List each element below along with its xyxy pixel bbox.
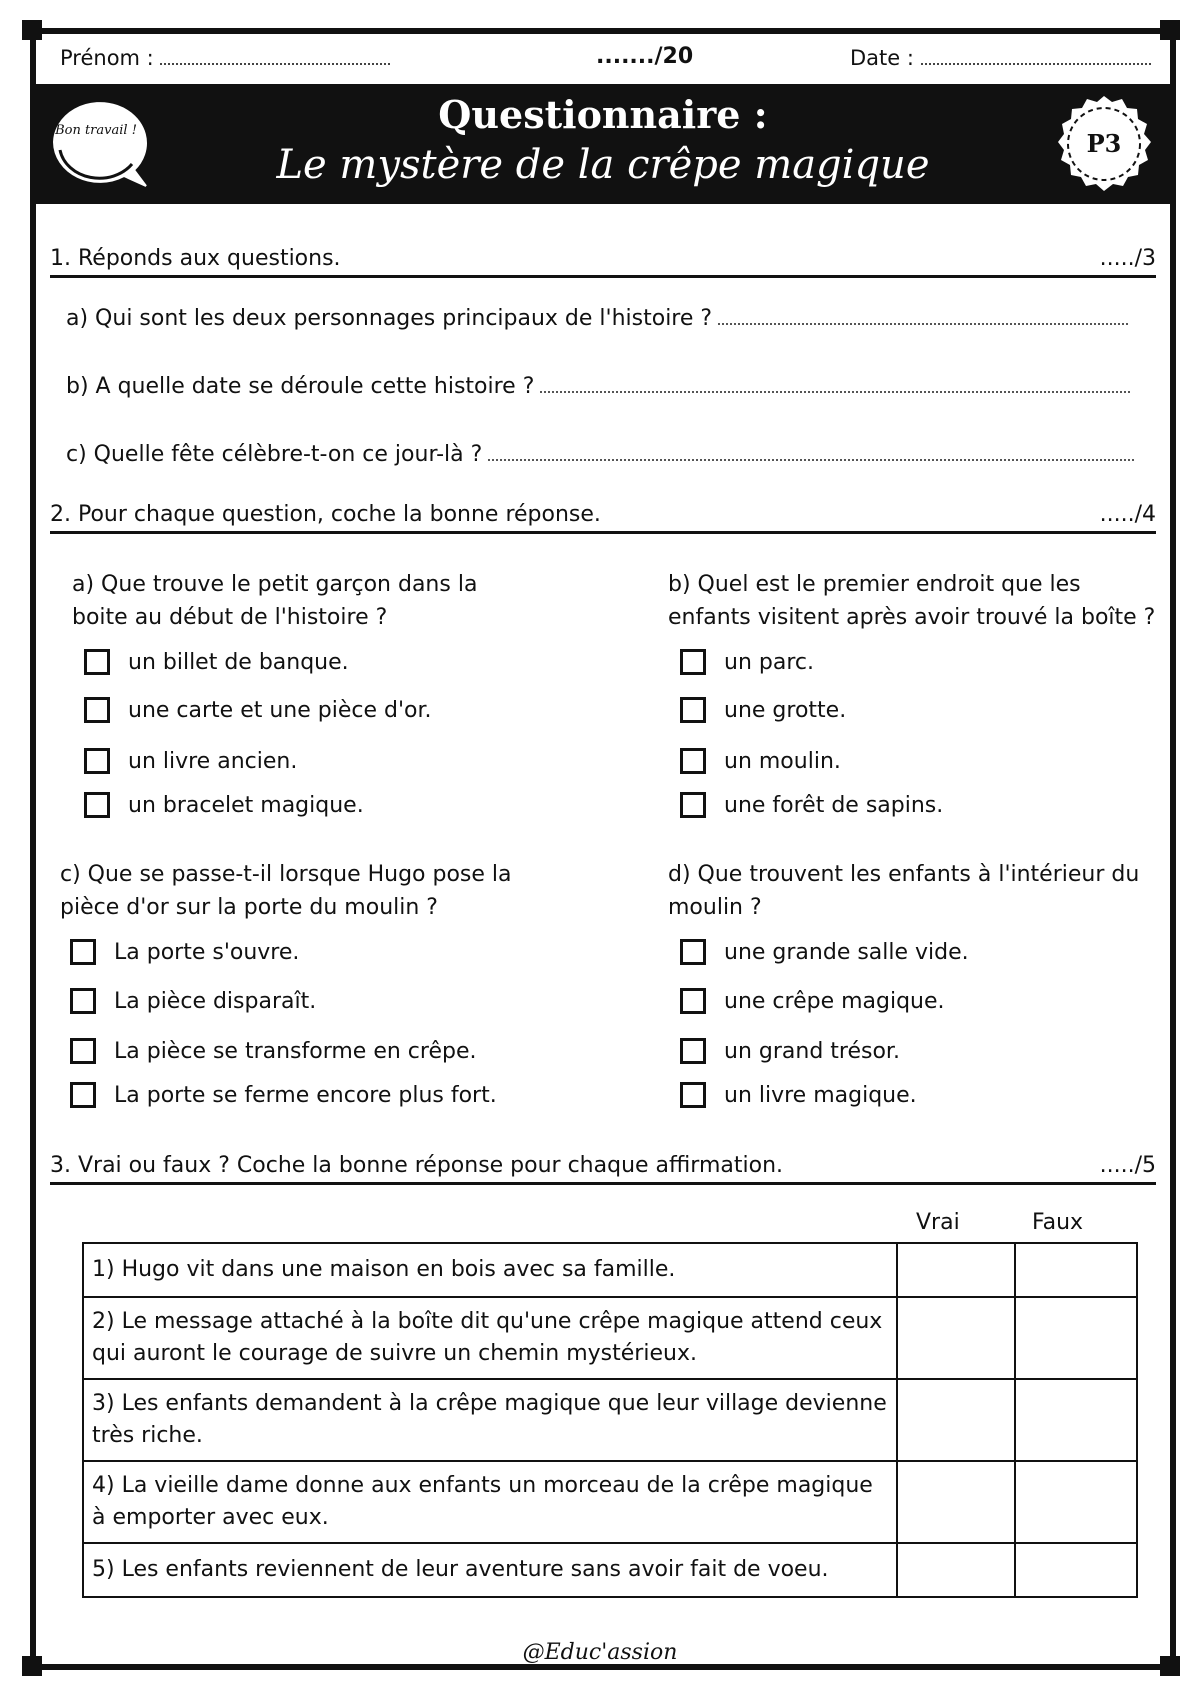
mcq-2a-option[interactable] <box>84 647 349 677</box>
section-2-title <box>50 502 1156 534</box>
column-header-false: Faux <box>1032 1210 1084 1235</box>
prenom-line <box>160 57 390 65</box>
checkbox[interactable] <box>680 939 706 965</box>
option-label: une crêpe magique. <box>724 988 945 1014</box>
section-2-points: ...../4 <box>1099 502 1156 527</box>
table-row <box>83 1243 1137 1297</box>
mcq-2d-option[interactable] <box>680 1036 900 1066</box>
question-text: b) A quelle date se déroule cette histoire ? <box>66 374 535 399</box>
option-label: une carte et une pièce d'or. <box>128 697 432 723</box>
checkbox[interactable] <box>84 748 110 774</box>
true-cell[interactable] <box>897 1543 1015 1597</box>
total-score: ......./20 <box>596 44 694 69</box>
table-row <box>83 1543 1137 1597</box>
mcq-2d-question: d) Que trouvent les enfants à l'intérieur du moulin ? <box>668 862 1140 920</box>
checkbox[interactable] <box>70 1038 96 1064</box>
option-label: un moulin. <box>724 748 841 774</box>
checkbox[interactable] <box>84 649 110 675</box>
question-1a <box>66 306 1128 331</box>
mcq-2d-option[interactable] <box>680 937 969 967</box>
false-cell[interactable] <box>1015 1379 1137 1461</box>
mcq-2c-question: c) Que se passe-t-il lorsque Hugo pose la pièce d'or sur la porte du moulin ? <box>60 862 512 920</box>
checkbox[interactable] <box>680 697 706 723</box>
checkbox[interactable] <box>680 1038 706 1064</box>
mcq-2b-option[interactable] <box>680 746 841 776</box>
section-1-title <box>50 246 1156 278</box>
false-cell[interactable] <box>1015 1543 1137 1597</box>
section-3-title <box>50 1153 1156 1185</box>
mcq-2b-option[interactable] <box>680 647 814 677</box>
date-line <box>921 57 1151 65</box>
date-label: Date : <box>850 46 914 70</box>
false-cell[interactable] <box>1015 1243 1137 1297</box>
column-header-true: Vrai <box>916 1210 960 1235</box>
option-label: une grotte. <box>724 697 847 723</box>
checkbox[interactable] <box>84 792 110 818</box>
footer-credit: @Educ'assion <box>522 1640 678 1665</box>
answer-line[interactable] <box>488 453 1134 461</box>
statement-cell: 1) Hugo vit dans une maison en bois avec sa famille. <box>83 1243 897 1297</box>
checkbox[interactable] <box>70 939 96 965</box>
checkbox[interactable] <box>84 697 110 723</box>
mcq-2b-option[interactable] <box>680 790 943 820</box>
checkbox[interactable] <box>70 988 96 1014</box>
section-1-label: 1. Réponds aux questions. <box>50 246 341 271</box>
section-3-label: 3. Vrai ou faux ? Coche la bonne réponse pour chaque affirmation. <box>50 1153 784 1178</box>
true-cell[interactable] <box>897 1379 1015 1461</box>
option-label: La pièce disparaît. <box>114 988 317 1014</box>
option-label: La porte se ferme encore plus fort. <box>114 1082 497 1108</box>
section-1-points: ...../3 <box>1099 246 1156 271</box>
table-row <box>83 1461 1137 1543</box>
option-label: un livre ancien. <box>128 748 298 774</box>
section-2-label: 2. Pour chaque question, coche la bonne réponse. <box>50 502 601 527</box>
mcq-2a-option[interactable] <box>84 790 364 820</box>
checkbox[interactable] <box>680 748 706 774</box>
mcq-2c-option[interactable] <box>70 986 316 1016</box>
statement-cell: 4) La vieille dame donne aux enfants un morceau de la crêpe magique à emporter avec eux. <box>83 1461 897 1543</box>
title-banner <box>36 84 1170 204</box>
mcq-2c-option[interactable] <box>70 1080 497 1110</box>
question-text: a) Qui sont les deux personnages principaux de l'histoire ? <box>66 306 713 331</box>
date-field[interactable] <box>850 46 1151 70</box>
table-row <box>83 1297 1137 1379</box>
option-label: un grand trésor. <box>724 1038 900 1064</box>
statement-cell: 2) Le message attaché à la boîte dit qu'une crêpe magique attend ceux qui auront le courage de suivre un chemin mystérieux. <box>83 1297 897 1379</box>
mcq-2b-question: b) Quel est le premier endroit que les enfants visitent après avoir trouvé la boîte ? <box>668 572 1156 630</box>
question-1b <box>66 374 1130 399</box>
option-label: un bracelet magique. <box>128 792 364 818</box>
level-badge-icon <box>1050 90 1158 198</box>
option-label: un billet de banque. <box>128 649 349 675</box>
statement-cell: 3) Les enfants demandent à la crêpe magique que leur village devienne très riche. <box>83 1379 897 1461</box>
mcq-2a-question: a) Que trouve le petit garçon dans la boite au début de l'histoire ? <box>72 572 478 630</box>
checkbox[interactable] <box>680 988 706 1014</box>
mcq-2a-option[interactable] <box>84 695 432 725</box>
mcq-2c-option[interactable] <box>70 1036 477 1066</box>
option-label: La pièce se transforme en crêpe. <box>114 1038 477 1064</box>
checkbox[interactable] <box>680 1082 706 1108</box>
option-label: La porte s'ouvre. <box>114 939 300 965</box>
bubble-text: Bon travail ! <box>55 123 137 138</box>
false-cell[interactable] <box>1015 1461 1137 1543</box>
page-subtitle: Le mystère de la crêpe magique <box>276 142 930 188</box>
option-label: une grande salle vide. <box>724 939 969 965</box>
mcq-2d-option[interactable] <box>680 1080 917 1110</box>
true-cell[interactable] <box>897 1243 1015 1297</box>
mcq-2a-option[interactable] <box>84 746 297 776</box>
option-label: un parc. <box>724 649 814 675</box>
badge-text: P3 <box>1086 129 1122 158</box>
option-label: une forêt de sapins. <box>724 792 944 818</box>
page-title: Questionnaire : <box>438 92 768 137</box>
checkbox[interactable] <box>680 792 706 818</box>
mcq-2b-option[interactable] <box>680 695 846 725</box>
true-cell[interactable] <box>897 1461 1015 1543</box>
question-1c <box>66 442 1134 467</box>
checkbox[interactable] <box>70 1082 96 1108</box>
answer-line[interactable] <box>540 385 1130 393</box>
section-3-points: ...../5 <box>1099 1153 1156 1178</box>
option-label: un livre magique. <box>724 1082 917 1108</box>
true-false-table <box>82 1242 1138 1598</box>
true-cell[interactable] <box>897 1297 1015 1379</box>
answer-line[interactable] <box>718 317 1128 325</box>
mcq-2d-option[interactable] <box>680 986 945 1016</box>
header-row <box>36 34 1170 84</box>
prenom-label: Prénom : <box>60 46 154 70</box>
question-text: c) Quelle fête célèbre-t-on ce jour-là ? <box>66 442 483 467</box>
checkbox[interactable] <box>680 649 706 675</box>
prenom-field[interactable] <box>60 46 390 70</box>
mcq-2c-option[interactable] <box>70 937 299 967</box>
false-cell[interactable] <box>1015 1297 1137 1379</box>
table-row <box>83 1379 1137 1461</box>
statement-cell: 5) Les enfants reviennent de leur aventure sans avoir fait de voeu. <box>83 1543 897 1597</box>
